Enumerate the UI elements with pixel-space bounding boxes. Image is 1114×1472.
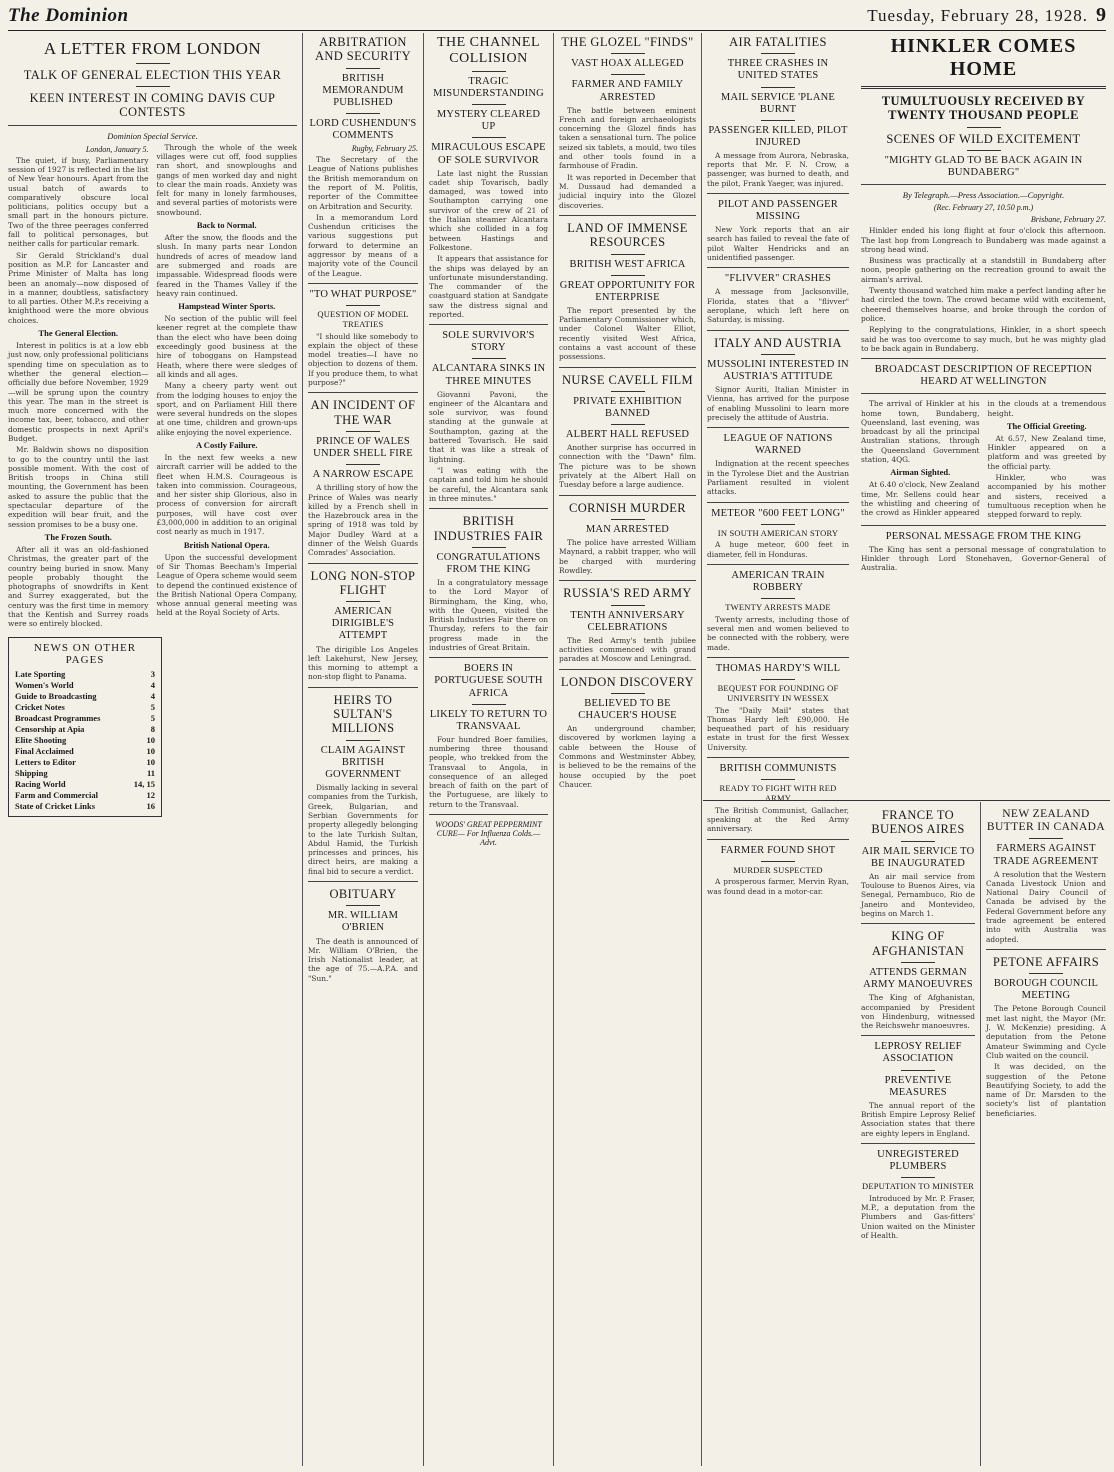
divider [308,881,418,882]
paragraph: The death is announced of Mr. William O'Brien, the Irish Nationalist leader, at the age of 75.—A.P.A. and "Sun." [308,936,418,983]
paragraph: Upon the successful development of Sir Thomas Beecham's Imperial League of Opera scheme would seem to depend the continued existence of the British National Opera Company, whose annual general meeting was held at the Royal Society of Arts. [156,552,297,618]
paragraph: Business was practically at a standstill in Bundaberg after noon, people gathering on the recreation ground to await the airman's arrival. [861,256,1106,284]
paragraph: New York reports that an air search has failed to reveal the fate of pilot Walter Hendricks and an unidentified passenger. [707,225,849,262]
divider [761,779,795,780]
divider [136,63,170,64]
divider [136,86,170,87]
subheadline: IN SOUTH AMERICAN STORY [717,527,839,538]
divider [901,1070,935,1071]
column-lower-right [982,806,1110,1466]
news-index-page: 8 [150,723,155,734]
news-index-page: 4 [150,679,155,690]
column-rule [423,33,424,1466]
news-index-title: NEWS ON OTHER PAGES [33,641,137,666]
subheadline: KEEN INTEREST IN COMING DAVIS CUP CONTESTS [29,90,276,120]
subheadline: TALK OF GENERAL ELECTION THIS YEAR [23,67,282,82]
divider [986,949,1106,950]
column-rule [553,33,554,1466]
headline: A LETTER FROM LONDON [43,39,262,58]
headline: AN INCIDENT OF THE WAR [310,398,416,427]
subheadline: MYSTERY CLEARED UP [436,109,541,133]
paragraph: The report presented by the Parliamentary Commissioner which, under Colonel Walter Elliot, recently visited West Africa, contains a vast account of these possessions. [559,305,696,362]
divider [472,704,506,705]
divider [967,150,1001,151]
subheadline: PASSENGER KILLED, PILOT INJURED [708,124,848,148]
paragraph: A huge meteor, 600 feet in diameter, fell in Honduras. [707,540,849,559]
subheadline: MUSSOLINI INTERESTED IN AUSTRIA'S ATTITUDE [707,358,849,382]
subheadline: SCENES OF WILD EXCITEMENT [886,131,1081,146]
divider [559,669,696,670]
subheadline: TUMULTUOUSLY RECEIVED BY TWENTY THOUSAND PEOPLE [881,94,1086,123]
divider [901,1177,935,1178]
divider [707,757,849,758]
paragraph: Introduced by Mr. P. Fraser, M.P., a deputation from the Plumbers and Gas-fitters' Union waited on the Minister of Health. [861,1193,975,1240]
news-index-list [15,669,155,812]
paragraph: Indignation at the recent speeches in the Tyrolese Diet and the Austrian Parliament resulted in violent attacks. [707,459,849,497]
paragraph: Four hundred Boer families, numbering three thousand people, who trekked from the Transvaal to Angola, in consequence of an alleged breach of faith on the part of the Portuguese, are likely to return to the Transvaal. [429,734,548,809]
paragraph: Twenty arrests, including those of several men and women believed to be connected with the robbery, were made. [707,614,849,652]
headline: PILOT AND PASSENGER MISSING [718,198,838,222]
subheadline: CONGRATULATIONS FROM THE KING [436,551,541,575]
paragraph: It appears that assistance for the ships was delayed by an unfortunate misunderstanding. The commander of the coastguard station at Sandgate saw the distress signal and reported. [429,254,548,320]
divider [861,1143,975,1144]
divider [707,267,849,268]
headline: BRITISH COMMUNISTS [719,763,837,775]
column-london-letter [4,33,301,1466]
divider [611,519,645,520]
section-subhead: The General Election. [38,328,119,339]
subheadline: TRAGIC MISUNDERSTANDING [433,76,544,100]
divider [346,905,380,906]
news-index-page: 11 [146,767,155,778]
news-index-label: Late Sporting [15,668,66,679]
subheadline: BEQUEST FOR FOUNDING OF UNIVERSITY IN WESSEX [717,683,839,703]
paragraph: "I was eating with the captain and told him he should be careful, the Alcantara sank in three minutes." [429,465,548,503]
divider [611,391,645,392]
subheadline: A NARROW ESCAPE [312,469,414,481]
headline: CORNISH MURDER [568,500,687,515]
headline: NURSE CAVELL FILM [561,372,694,387]
paragraph: A resolution that the Western Canada Livestock Union and National Dairy Council of Canada be advised by the Federal Government before any trade agreement be entered into with Australia was adopted. [986,869,1106,944]
paragraph: A message from Jacksonville, Florida, states that a "flivver" aeroplane, which left here on Saturday, is missing. [707,287,849,325]
paragraph: Mr. Baldwin shows no disposition to go to the country until the last possible moment. With the cost of British troops in China still mounting, the Government has been asked to assure the public that the spectacular departure of the expedition will bear fruit, and the session promises to be a busy one. [8,445,149,529]
divider [308,392,418,393]
paragraph: The annual report of the British Empire Leprosy Relief Association states that there are eighty lepers in England. [861,1100,975,1138]
subheadline: LIKELY TO RETURN TO TRANSVAAL [429,708,548,732]
column-lower-left [857,806,979,1466]
subheadline: CLAIM AGAINST BRITISH GOVERNMENT [320,744,406,780]
divider [346,431,380,432]
paragraph: Sir Gerald Strickland's dual position as M.P. for Lancaster and Prime Minister of Malta has long been an anomaly—now disposed of in a manner, doubtless, satisfactory to all parties. Other M.P.s receiving a knighthood were the more obvious choices. [8,250,149,325]
divider [308,563,418,564]
divider [861,923,975,924]
hinkler-article [857,33,1110,798]
column-channel-collision [425,33,552,1466]
masthead-date-block [867,4,1106,27]
news-index-page: 5 [150,701,155,712]
headline: KING OF AFGHANISTAN [871,929,965,958]
divider [346,305,380,306]
subheadline: MAN ARRESTED [585,523,670,535]
subheadline: FARMER AND FAMILY ARRESTED [571,79,684,103]
column-rule [980,802,981,1466]
advertisement: WOODS' GREAT PEPPERMINT CURE— For Influenza Colds.—Advt. [435,820,542,848]
subheadline: BELIEVED TO BE CHAUCER'S HOUSE [578,697,677,722]
section-subhead: The Frozen South. [44,531,112,542]
divider [707,427,849,428]
paragraph: The arrival of Hinkler at his home town, Bundaberg, Queensland, last evening, was broadcast by all the principal Australian stations, through the Queensland Government station, 4QG. [861,399,980,465]
paragraph: It was decided, on the suggestion of the Petone Beautifying Society, to add the name of Dr. Marsden to the society's list of plantation beneficiaries. [986,1062,1106,1118]
divider [611,74,645,75]
headline: OBITUARY [329,887,397,902]
divider [472,104,506,105]
news-index-item [15,691,155,702]
headline: ITALY AND AUSTRIA [714,335,842,350]
divider [761,861,795,862]
divider [8,125,297,126]
headline: LONG NON-STOP FLIGHT [310,568,416,597]
divider [901,841,935,842]
news-index-page: 10 [146,756,155,767]
section-subhead: British National Opera. [183,539,270,550]
subheadline: MIRACULOUS ESCAPE OF SOLE SURVIVOR [431,142,546,166]
paragraph: The quiet, if busy, Parliamentary session of 1927 is reflected in the list of New Year honours. Apart from the usual batch of awards to comparatively obscure local politicians, politics occupy but a small part in the honours picture. Two of the three peerages conferred fall to political personages, but neither calls for particular remark. [8,155,149,249]
divider [346,113,380,114]
received-time: (Rec. February 27, 10.50 p.m.) [933,203,1034,213]
paragraph: Giovanni Pavoni, the engineer of the Alcantara and sole survivor, was found standing at the gunwale at Southampton, gazing at the battered Tovarisch. He said that it was like a streak of lightning. [429,389,548,464]
divider [429,508,548,509]
paragraph: Signor Auriti, Italian Minister in Vienna, has arrived for the purpose of enabling Mussolini to learn more precisely the attitude of Austria. [707,385,849,422]
news-index-label: Broadcast Programmes [15,712,101,723]
divider [429,814,548,815]
headline: AMERICAN TRAIN ROBBERY [731,569,825,593]
headline: NEW ZEALAND BUTTER IN CANADA [986,808,1106,834]
divider [611,605,645,606]
subheadline: QUESTION OF MODEL TREATIES [317,308,409,329]
headline: ARBITRATION AND SECURITY [314,35,412,64]
divider [861,184,1106,185]
divider [559,215,696,216]
subheadline: TWENTY ARRESTS MADE [725,602,831,613]
divider [346,601,380,602]
news-index-item [15,757,155,768]
headline: PETONE AFFAIRS [992,954,1100,969]
article-body [861,399,1106,519]
section-subhead: Hampstead Winter Sports. [178,301,276,312]
divider [761,120,795,121]
news-index-item [15,669,155,680]
subheadline: READY TO FIGHT WITH RED ARMY [719,783,837,803]
subheadline: BRITISH MEMORANDUM PUBLISHED [322,72,404,108]
paragraph: Another surprise has occurred in connection with the "Dawn" film. The picture was to be shown privately at the Albert Hall on Tuesday before a large audience. [559,443,696,490]
divider [1029,973,1063,974]
divider [861,525,1106,526]
subheadline: AIR MAIL SERVICE TO BE INAUGURATED [861,845,975,869]
paragraph: No section of the public will feel keener regret at the complete thaw than the elect who have been doing exceedingly good business at the hire of toboggans on Hampstead Heath, where there were sledges of all kinds and all ages. [156,314,297,379]
divider [559,580,696,581]
subheadline: PREVENTIVE MEASURES [884,1074,952,1098]
paragraph: In the next few weeks a new aircraft carrier will be added to the fleet when H.M.S. Courageous is taken into commission. Courageous, and her sister ship Glorious, also in process of conversion for aircraft purposes, will have cost over £3,000,000 in addition to an original cost nearly as much in 1917. [156,452,297,537]
subheadline: TENTH ANNIVERSARY CELEBRATIONS [570,609,685,633]
subheadline: "MIGHTY GLAD TO BE BACK AGAIN IN BUNDABERG" [884,155,1083,179]
divider [861,1035,975,1036]
news-index-item [15,746,155,757]
article-body [8,143,297,629]
news-index-label: Shipping [15,767,48,778]
subheadline: PRINCE OF WALES UNDER SHELL FIRE [313,436,413,460]
subheadline: LORD CUSHENDUN'S COMMENTS [309,117,417,141]
paragraph: The King has sent a personal message of congratulation to Hinkler through Lord Stonehaven, Governor-General of Australia. [861,544,1106,573]
divider [707,839,849,840]
headline: THE GLOZEL "FINDS" [561,35,694,49]
headline: METEOR "600 FEET LONG" [711,507,845,519]
headline: LEAGUE OF NATIONS WARNED [723,433,833,457]
news-index-item [15,779,155,790]
paragraph: Hinkler ended his long flight at four o'clock this afternoon. The last hop from Longreach to Bundaberg was made against a strong head wind. [861,226,1106,254]
news-index-label: Women's World [15,679,74,690]
dateline: Rugby, February 25. [351,144,418,154]
paragraph: Interest in politics is at a low ebb just now, only professional politicians spending time on speculation as to whether the general election—officially due before November, 1929—will be sprung upon the country this year. The man in the street is much more concerned with the income tax, beer, tobacco, and other domestic prospects in next April's Budget. [8,341,149,443]
subheadline: DEPUTATION TO MINISTER [861,1180,974,1191]
paragraph: A prosperous farmer, Mervin Ryan, was found dead in a motor-car. [707,877,849,896]
news-index-item [15,768,155,779]
divider [761,53,795,54]
divider [861,86,1106,89]
subheadline: AMERICAN DIRIGIBLE'S ATTEMPT [331,606,395,642]
subheadline: THREE CRASHES IN UNITED STATES [727,58,829,82]
subheadline: GREAT OPPORTUNITY FOR ENTERPRISE [559,279,696,303]
headline: AIR FATALITIES [729,35,827,49]
divider [346,740,380,741]
page-number: 9 [1096,4,1106,26]
divider [308,283,418,284]
divider [901,962,935,963]
divider [611,275,645,276]
news-index-page: 10 [146,745,155,756]
divider [472,358,506,359]
headline: THOMAS HARDY'S WILL [715,663,841,674]
subheadline: ALBERT HALL REFUSED [565,429,690,441]
paragraph: The King of Afghanistan, accompanied by President von Hindenburg, witnessed the Reichswehr manoeuvres. [861,993,975,1031]
paragraph: Dismally lacking in several companies from the Turkish, Greek, Bulgarian, and Serbian Governments for property allegedly belonging to the late Turkish Sultan, Abdul Hamid, the Turkish princesses and princes, his direct heirs, are making a final bid to secure a verdict. [308,783,418,876]
subheadline: PRIVATE EXHIBITION BANNED [573,395,682,419]
news-index-item [15,724,155,735]
subheadline: ATTENDS GERMAN ARMY MANOEUVRES [863,967,973,991]
subheadline: VAST HOAX ALLEGED [571,58,684,70]
byline: By Telegraph.—Press Association.—Copyright. [902,190,1065,201]
paragraph: It was reported in December that M. Dussaud had demanded a judicial inquiry into the Glozel discoveries. [559,172,696,210]
news-index-label: Elite Shooting [15,734,67,745]
section-subhead: A Costly Failure. [196,439,258,450]
news-index-item [15,713,155,724]
subheadline: MURDER SUSPECTED [733,864,823,875]
paragraph: The Petone Borough Council met last night, the Mayor (Mr. J. W. McKenzie) presiding. A deputation from the Petone Amateur Swimming and Cycle Club waited on the council. [986,1004,1106,1060]
paragraph: Late last night the Russian cadet ship Tovarisch, badly damaged, was towed into Southampton carrying one survivor of the crew of 21 of the Italian steamer Alcantara which she collided in a fog between Hastings and Folkestone. [429,168,548,252]
divider [761,87,795,88]
headline: PERSONAL MESSAGE FROM THE KING [885,530,1082,542]
paragraph: The police have arrested William Maynard, a rabbit trapper, who will be charged with murdering Rowdley. [559,538,696,575]
section-subhead: Airman Sighted. [890,467,951,478]
divider [967,127,1001,128]
subheadline: BOROUGH COUNCIL MEETING [993,978,1099,1002]
headline: BOERS IN PORTUGUESE SOUTH AFRICA [434,663,543,699]
paragraph: The battle between eminent French and foreign archaeologists concerning the Glozel finds has taken a sensational turn. The police seized six tablets, a mould, two tiles and other tools found in a farmhouse of Fradin. [559,105,696,171]
byline: Dominion Special Service. [107,130,198,141]
paragraph: Through the whole of the week villages were cut off, food supplies ran short, and snowploughs and gangs of men worked day and night to clear the main roads. Anxiety was felt for many in lonely farmhouses, and several parties of motorists were snowbound. [156,142,297,217]
news-index-page: 16 [146,800,155,811]
headline: SOLE SURVIVOR'S STORY [442,330,535,354]
divider [346,464,380,465]
news-index-page: 3 [150,668,155,679]
divider [707,657,849,658]
divider [861,393,1106,394]
divider [472,71,506,72]
headline: UNREGISTERED PLUMBERS [877,1148,959,1172]
divider [707,502,849,503]
column-rule [701,33,702,1466]
paragraph: "I should like somebody to explain the object of these model treaties—I have no objection to dozens of them. If you produce them, to what purpose?" [308,331,418,387]
divider [761,679,795,680]
news-index-item [15,735,155,746]
news-index-item [15,790,155,801]
news-index-label: Racing World [15,778,66,789]
column-air-fatalities [703,33,853,1466]
news-index-label: State of Cricket Links [15,800,96,811]
divider [761,598,795,599]
dateline: Brisbane, February 27. [1030,215,1106,225]
paragraph: At 6.57, New Zealand time, Hinkler appeared on a platform and was greeted by the official party. [987,433,1106,471]
headline: BROADCAST DESCRIPTION OF RECEPTION HEARD AT WELLINGTON [874,364,1093,388]
paragraph: In a congratulatory message to the Lord Mayor of Birmingham, the King, who, with the Queen, visited the British Industries Fair there on Thursday, refers to the fair progress made in the industries of Great Britain. [429,578,548,653]
headline: HINKLER COMES HOME [890,35,1077,80]
paragraph: After the snow, the floods and the slush. In many parts near London hundreds of acres of meadow land are submerged and roads are impassable. Widespread floods were feared in the Thames Valley if the heavy rain continued. [156,233,297,298]
headline: LONDON DISCOVERY [560,674,695,689]
paragraph: An air mail service from Toulouse to Buenos Aires, via Senegal, Pernambuco, Rio de Janeiro and Montevideo, begins on March 1. [861,871,975,919]
paragraph: The Red Army's tenth jubilee activities commenced with grand parades at Moscow and Leningrad. [559,635,696,664]
masthead [8,4,1106,31]
paragraph: The "Daily Mail" states that Thomas Hardy left £90,000. He bequeathed part of his residuary estate in trust for the first Wessex University. [707,705,849,752]
paragraph: Twenty thousand watched him make a perfect landing after he had circled the town. The crowd became wild with excitement, cheered themselves hoarse, and broke through the cordon of police. [861,286,1106,323]
divider [1029,838,1063,839]
headline: LEPROSY RELIEF ASSOCIATION [874,1041,962,1065]
issue-date: Tuesday, February 28, 1928. [867,6,1088,25]
divider [559,495,696,496]
news-index-item [15,702,155,713]
news-index-box [8,637,162,817]
news-index-page: 4 [150,690,155,701]
headline: BRITISH INDUSTRIES FAIR [433,514,544,543]
paragraph: After all it was an old-fashioned Christmas, the greater part of the country being buried in snow. Many people probably thought the photographs of snowdrifts in Kent and Surrey exaggerated, but the century was the first time in memory that the Kentish and Surrey roads were so entirely blocked. [8,544,149,629]
news-index-label: Guide to Broadcasting [15,690,97,701]
divider [472,137,506,138]
news-index-label: Censorship at Apia [15,723,85,734]
column-glozel [555,33,700,1466]
news-index-page: 5 [150,712,155,723]
paragraph: In a memorandum Lord Cushendun criticises the various suggestions put forward to determine an aggressor by means of a majority vote of the Council of the League. [308,212,418,278]
paragraph: The British Communist, Gallacher, speaking at the Red Army anniversary. [707,805,849,834]
column-arbitration [304,33,422,1466]
headline: HEIRS TO SULTAN'S MILLIONS [331,692,395,736]
news-index-item [15,801,155,812]
divider [559,367,696,368]
section-subhead: The Official Greeting. [1006,420,1087,431]
subheadline: MAIL SERVICE 'PLANE BURNT [720,91,836,115]
news-index-page: 12 [146,789,155,800]
headline: FARMER FOUND SHOT [720,844,836,856]
paragraph: A thrilling story of how the Prince of Wales was nearly killed by a French shell in the Hazebrouck area in the spring of 1918 was told by Major Dudley Ward at a dinner of the Welsh Guards Comrades' Association. [308,483,418,558]
divider [611,53,645,54]
divider [707,330,849,331]
news-index-label: Letters to Editor [15,756,76,767]
headline: "TO WHAT PURPOSE" [309,288,417,300]
subheadline: FARMERS AGAINST TRADE AGREEMENT [993,843,1099,867]
divider [761,524,795,525]
paragraph: Many a cheery party went out from the lodging houses to enjoy the sport, and on Parliament Hill there were several hundreds on the slopes at one time, children and grown-ups alike enjoying the novel experience. [156,381,297,437]
divider [429,324,548,325]
divider [472,547,506,548]
section-subhead: Back to Normal. [196,220,257,231]
subheadline: ALCANTARA SINKS IN THREE MINUTES [431,363,546,387]
divider [308,687,418,688]
divider [611,424,645,425]
headline: FRANCE TO BUENOS AIRES [871,808,965,837]
divider [707,564,849,565]
paragraph: At 6.40 o'clock, New Zealand time, Mr. Sellens could hear the whistling and cheering of the crowd as Hinkler appeared in the clouds at a tremendous height. [861,399,1106,518]
paragraph: The Secretary of the League of Nations publishes the British memorandum on the report of M. Politis, reporter of the Committee on Arbitration and Security. [308,155,418,211]
divider [761,354,795,355]
paragraph: Replying to the congratulations, Hinkler, in a short speech said he was too overcome to say much, but he was mighty glad to be back again in Bundaberg. [861,325,1106,353]
divider [346,68,380,69]
news-index-page: 10 [146,734,155,745]
news-index-label: Farm and Commercial [15,789,98,800]
subheadline: BRITISH WEST AFRICA [569,258,686,270]
paper-title: The Dominion [8,5,129,26]
paragraph: Hinkler, who was accompanied by his mother and sisters, received a tumultuous reception when he stepped forward to reply. [987,473,1106,520]
headline: "FLIVVER" CRASHES [724,273,832,285]
headline: THE CHANNEL COLLISION [436,35,541,67]
news-index-item [15,680,155,691]
divider [611,693,645,694]
dateline: London, January 5. [85,144,149,154]
news-index-page: 14, 15 [133,778,155,789]
subheadline: MR. WILLIAM O'BRIEN [327,910,399,934]
divider [707,193,849,194]
section-rule [703,800,1110,801]
divider [861,358,1106,359]
column-rule [302,33,303,1466]
divider [429,657,548,658]
news-index-label: Cricket Notes [15,701,65,712]
headline: LAND OF IMMENSE RESOURCES [567,220,688,250]
paragraph: An underground chamber, discovered by workmen laying a cable between the House of Commons and Westminster Abbey, is believed to be the remains of the house occupied by the poet Chaucer. [559,724,696,789]
paragraph: The dirigible Los Angeles left Lakehurst, New Jersey, this morning to attempt a non-stop flight to Panama. [308,644,418,682]
headline: RUSSIA'S RED ARMY [563,586,692,601]
news-index-label: Final Acclaimed [15,745,74,756]
divider [611,254,645,255]
paragraph: A message from Aurora, Nebraska, reports that Mr. F. N. Crow, a passenger, was burned to death, and the pilot, Frank Yaeger, was injured. [707,150,849,188]
